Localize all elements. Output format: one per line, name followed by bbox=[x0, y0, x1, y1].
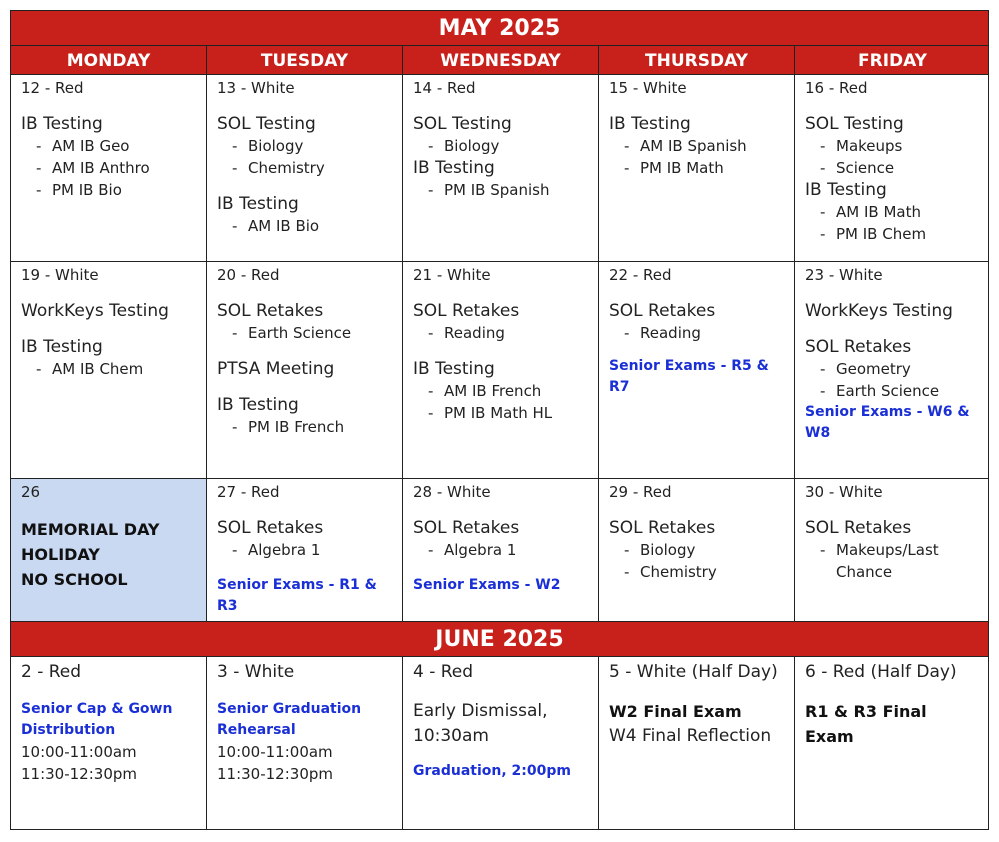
holiday-text: MEMORIAL DAY bbox=[21, 520, 160, 539]
cell-date: 4 - Red bbox=[413, 662, 474, 682]
event-text: W4 Final Reflection bbox=[609, 726, 772, 746]
event-item: - PM IB Math bbox=[609, 157, 784, 179]
event-time: 10:00-11:00am bbox=[217, 743, 333, 761]
event-title: IB Testing bbox=[217, 395, 299, 415]
event-item: - Algebra 1 bbox=[413, 539, 588, 561]
day-header-thursday: THURSDAY bbox=[598, 46, 794, 74]
event-item: - AM IB Bio bbox=[217, 215, 392, 237]
day-cell-20 bbox=[206, 262, 402, 478]
day-cell-june-2 bbox=[11, 657, 206, 829]
week-row-3 bbox=[11, 479, 988, 621]
event-title: SOL Retakes bbox=[217, 301, 324, 321]
day-cell-23 bbox=[794, 262, 990, 478]
cell-date: 16 - Red bbox=[805, 79, 868, 97]
event-item: - AM IB French bbox=[413, 380, 588, 402]
day-cell-13 bbox=[206, 75, 402, 261]
event-title: SOL Testing bbox=[805, 114, 904, 134]
week-row-2 bbox=[11, 262, 988, 479]
week-row-june bbox=[11, 657, 988, 829]
day-header-monday: MONDAY bbox=[66, 51, 151, 71]
day-cell-14 bbox=[402, 75, 598, 261]
calendar bbox=[10, 10, 989, 830]
event-item: - Makeups/Last bbox=[805, 539, 980, 561]
day-cell-june-6 bbox=[794, 657, 990, 829]
cell-date: 13 - White bbox=[217, 79, 295, 97]
cell-date: 14 - Red bbox=[413, 79, 476, 97]
holiday-text: HOLIDAY bbox=[21, 545, 100, 564]
final-exam-text: W2 Final Exam bbox=[609, 702, 742, 721]
event-item: Chance bbox=[836, 563, 893, 581]
cell-date: 12 - Red bbox=[21, 79, 84, 97]
cell-date: 21 - White bbox=[413, 266, 491, 284]
event-title: IB Testing bbox=[413, 359, 495, 379]
senior-exams-note: Senior Exams - W6 & W8 bbox=[805, 404, 970, 441]
event-item: - PM IB Spanish bbox=[413, 179, 588, 201]
event-title: SOL Testing bbox=[217, 114, 316, 134]
cell-date: 6 - Red (Half Day) bbox=[805, 662, 957, 682]
cell-date: 30 - White bbox=[805, 483, 883, 501]
event-title: SOL Retakes bbox=[805, 337, 912, 357]
cell-date: 22 - Red bbox=[609, 266, 672, 284]
event-text: 10:30am bbox=[413, 726, 489, 746]
day-cell-28 bbox=[402, 479, 598, 621]
cell-date: 23 - White bbox=[805, 266, 883, 284]
event-title: IB Testing bbox=[413, 158, 495, 178]
event-title: IB Testing bbox=[805, 180, 887, 200]
day-cell-june-4 bbox=[402, 657, 598, 829]
event-item: - Geometry bbox=[805, 358, 980, 380]
day-cell-june-3 bbox=[206, 657, 402, 829]
event-title: WorkKeys Testing bbox=[21, 301, 169, 321]
event-item: - AM IB Anthro bbox=[21, 157, 196, 179]
cell-date: 2 - Red bbox=[21, 662, 82, 682]
day-header-friday: FRIDAY bbox=[794, 46, 990, 74]
event-title: SOL Retakes bbox=[217, 518, 324, 538]
event-time: 11:30-12:30pm bbox=[217, 765, 334, 783]
event-text: Early Dismissal, bbox=[413, 701, 548, 721]
event-title: SOL Retakes bbox=[609, 301, 716, 321]
event-item: - Biology bbox=[413, 135, 588, 157]
event-item: - Earth Science bbox=[805, 380, 980, 402]
day-cell-27 bbox=[206, 479, 402, 621]
event-item: - Reading bbox=[609, 322, 784, 344]
event-title: SOL Retakes bbox=[609, 518, 716, 538]
cell-date: 20 - Red bbox=[217, 266, 280, 284]
day-header-wednesday: WEDNESDAY bbox=[402, 46, 598, 74]
graduation-note: Graduation, 2:00pm bbox=[413, 763, 571, 779]
week-row-1 bbox=[11, 75, 988, 262]
senior-event-note: Senior Cap & Gown bbox=[21, 701, 173, 717]
event-title: SOL Testing bbox=[413, 114, 512, 134]
day-cell-12 bbox=[11, 75, 206, 261]
cell-date: 29 - Red bbox=[609, 483, 672, 501]
cell-date: 19 - White bbox=[21, 266, 99, 284]
day-header-tuesday: TUESDAY bbox=[206, 46, 402, 74]
event-title: IB Testing bbox=[609, 114, 691, 134]
day-cell-16 bbox=[794, 75, 990, 261]
cell-date: 15 - White bbox=[609, 79, 687, 97]
senior-exams-note: Senior Exams - R1 & R3 bbox=[217, 577, 377, 614]
event-title: PTSA Meeting bbox=[217, 359, 335, 379]
day-cell-29 bbox=[598, 479, 794, 621]
event-item: - Makeups bbox=[805, 135, 980, 157]
senior-exams-note: Senior Exams - R5 & R7 bbox=[609, 358, 769, 395]
cell-date: 27 - Red bbox=[217, 483, 280, 501]
event-title: IB Testing bbox=[21, 114, 103, 134]
day-cell-30 bbox=[794, 479, 990, 621]
event-item: - Biology bbox=[609, 539, 784, 561]
senior-event-note: Senior Graduation bbox=[217, 701, 362, 717]
event-title: SOL Retakes bbox=[805, 518, 912, 538]
event-item: - Algebra 1 bbox=[217, 539, 392, 561]
cell-date: 5 - White (Half Day) bbox=[609, 662, 778, 682]
event-title: WorkKeys Testing bbox=[805, 301, 953, 321]
senior-event-note: Distribution bbox=[21, 722, 116, 738]
cell-date: 26 bbox=[21, 483, 41, 501]
day-cell-15 bbox=[598, 75, 794, 261]
event-item: - AM IB Math bbox=[805, 201, 980, 223]
event-item: - AM IB Spanish bbox=[609, 135, 784, 157]
day-cell-june-5 bbox=[598, 657, 794, 829]
event-title: SOL Retakes bbox=[413, 518, 520, 538]
day-cell-26-holiday bbox=[11, 479, 206, 621]
month-title-june: JUNE 2025 bbox=[11, 621, 988, 657]
event-item: - AM IB Chem bbox=[21, 358, 196, 380]
event-item: - PM IB Chem bbox=[805, 223, 980, 245]
event-item: - Reading bbox=[413, 322, 588, 344]
event-time: 11:30-12:30pm bbox=[21, 765, 138, 783]
event-item: - Biology bbox=[217, 135, 392, 157]
cell-date: 28 - White bbox=[413, 483, 491, 501]
final-exam-text: R1 & R3 Final Exam bbox=[805, 702, 927, 746]
event-item: - Chemistry bbox=[609, 561, 784, 583]
day-cell-21 bbox=[402, 262, 598, 478]
cell-date: 3 - White bbox=[217, 662, 295, 682]
event-time: 10:00-11:00am bbox=[21, 743, 137, 761]
event-item: - AM IB Geo bbox=[21, 135, 196, 157]
event-item: - Earth Science bbox=[217, 322, 392, 344]
month-title-may: MAY 2025 bbox=[11, 11, 988, 46]
event-item: - Science bbox=[805, 157, 980, 179]
holiday-text: NO SCHOOL bbox=[21, 570, 128, 589]
event-item: - PM IB French bbox=[217, 416, 392, 438]
event-item: - PM IB Math HL bbox=[413, 402, 588, 424]
event-title: IB Testing bbox=[21, 337, 103, 357]
day-cell-19 bbox=[11, 262, 206, 478]
weekday-header bbox=[11, 46, 988, 75]
event-title: SOL Retakes bbox=[413, 301, 520, 321]
event-title: IB Testing bbox=[217, 194, 299, 214]
day-cell-22 bbox=[598, 262, 794, 478]
event-item: - Chemistry bbox=[217, 157, 392, 179]
event-item: - PM IB Bio bbox=[21, 179, 196, 201]
senior-event-note: Rehearsal bbox=[217, 722, 296, 738]
senior-exams-note: Senior Exams - W2 bbox=[413, 577, 561, 593]
